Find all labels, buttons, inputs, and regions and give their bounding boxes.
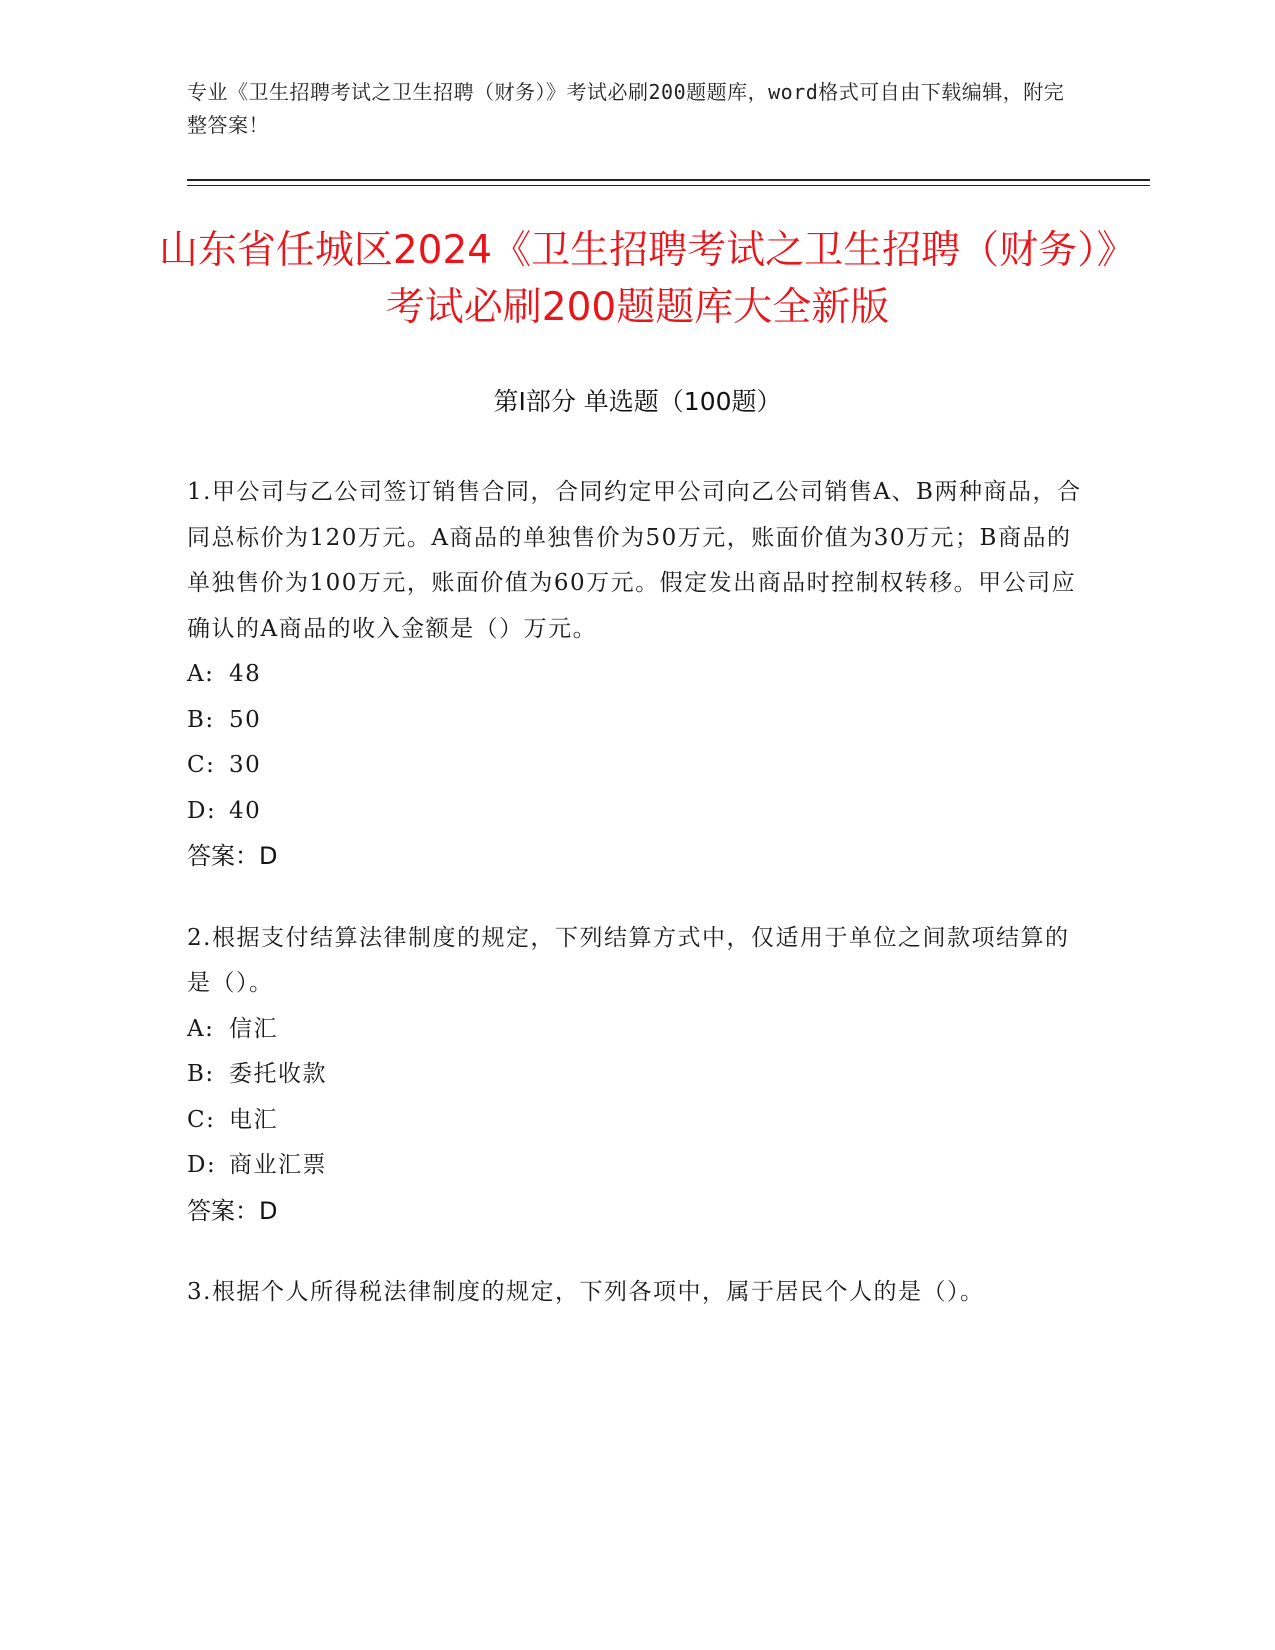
question-list (187, 470, 1087, 1352)
option-key: B: (187, 706, 215, 733)
question-3 (187, 1270, 1087, 1316)
option-text: 信汇 (229, 1015, 278, 1042)
option-text: 30 (229, 752, 262, 778)
option-d (187, 1143, 1087, 1189)
option-c (187, 1098, 1087, 1144)
option-text: 50 (229, 706, 262, 733)
question-2 (187, 916, 1087, 1235)
option-text: 40 (229, 797, 262, 824)
option-key: C: (187, 752, 216, 778)
option-key: A: (187, 661, 215, 687)
answer-line: 答案：D (187, 842, 278, 870)
option-key: B: (187, 1061, 215, 1087)
header-note: 专业《卫生招聘考试之卫生招聘（财务）》考试必刷200题题库，word格式可自由下载编辑，附完整答案！ (187, 80, 1065, 137)
option-key: A: (187, 1015, 215, 1042)
option-a (187, 652, 1087, 698)
option-d (187, 789, 1087, 835)
option-a (187, 1007, 1087, 1053)
question-stem: 1.甲公司与乙公司签订销售合同，合同约定甲公司向乙公司销售A、B两种商品，合同总标价为120万元。A商品的单独售价为50万元，账面价值为30万元；B商品的单独售价为100万元，账面价值为60万元。假定发出商品时控制权转移。甲公司应确认的A商品的收入金额是（）万元。 (187, 479, 1082, 642)
document-title: 山东省任城区2024《卫生招聘考试之卫生招聘（财务）》考试必刷200题题库大全新版 (158, 228, 1117, 330)
option-text: 商业汇票 (229, 1152, 327, 1178)
option-b (187, 1052, 1087, 1098)
option-text: 委托收款 (229, 1061, 327, 1087)
option-c (187, 743, 1087, 789)
question-stem: 2.根据支付结算法律制度的规定，下列结算方式中，仅适用于单位之间款项结算的是（）。 (187, 924, 1070, 996)
section-title: 第Ⅰ部分 单选题（100题） (493, 387, 782, 416)
question-stem: 3.根据个人所得税法律制度的规定，下列各项中，属于居民个人的是（）。 (187, 1279, 985, 1305)
answer-line: 答案：D (187, 1196, 278, 1225)
option-key: C: (187, 1106, 216, 1133)
option-key: D: (187, 1152, 217, 1178)
option-b (187, 698, 1087, 744)
option-text: 电汇 (229, 1106, 278, 1133)
header-divider-thick (187, 179, 1150, 181)
option-key: D: (187, 797, 217, 824)
question-1 (187, 470, 1087, 880)
header-divider-thin (187, 185, 1150, 186)
option-text: 48 (229, 661, 262, 687)
